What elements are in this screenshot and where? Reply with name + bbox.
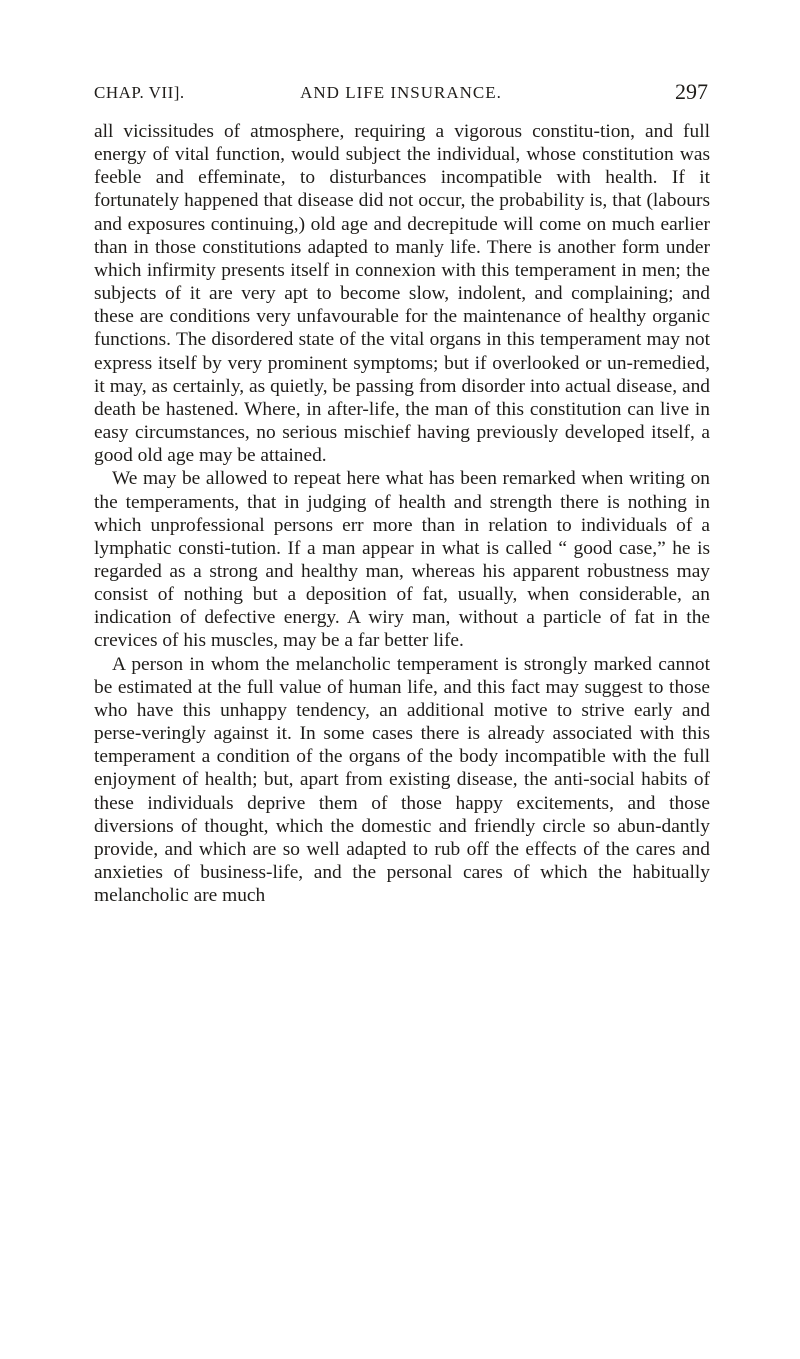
paragraph-3: A person in whom the melancholic temperament is strongly marked cannot be estimated at the full value of human life, and this fact may suggest to those who have this unhappy tendency, an additional motive to strive early and perse-veringly against it. In some cases there is already associated with this temperament a condition of the organs of the body incompatible with the full enjoyment of health; but, apart from existing disease, the anti-social habits of these individuals deprive them of those happy excitements, and those diversions of thought, which the domestic and friendly circle so abun-dantly provide, and which are so well adapted to rub off the effects of the cares and anxieties of business-life, and the personal cares of which the habitually melancholic are much <box>94 653 710 907</box>
body-text <box>94 120 710 907</box>
running-head <box>94 81 708 113</box>
chapter-label: CHAP. VII]. <box>94 83 185 102</box>
running-title: AND LIFE INSURANCE. <box>300 83 502 102</box>
paragraph-1: all vicissitudes of atmosphere, requiring a vigorous constitu-tion, and full energy of vital function, would subject the individual, whose constitution was feeble and effeminate, to disturbances incompatible with health. If it fortunately happened that disease did not occur, the probability is, that (labours and exposures continuing,) old age and decrepitude will come on much earlier than in those constitutions adapted to manly life. There is another form under which infirmity presents itself in connexion with this temperament in men; the subjects of it are very apt to become slow, indolent, and complaining; and these are conditions very unfavourable for the maintenance of healthy organic functions. The disordered state of the vital organs in this temperament may not express itself by very prominent symptoms; but if overlooked or un-remedied, it may, as certainly, as quietly, be passing from disorder into actual disease, and death be hastened. Where, in after-life, the man of this constitution can live in easy circumstances, no serious mischief having previously developed itself, a good old age may be attained. <box>94 121 710 467</box>
page-number: 297 <box>675 79 708 104</box>
paragraph-2: We may be allowed to repeat here what has been remarked when writing on the temperaments, that in judging of health and strength there is nothing in which unprofessional persons err more than in relation to individuals of a lymphatic consti-tution. If a man appear in what is called “ good case,” he is regarded as a strong and healthy man, whereas his apparent robustness may consist of nothing but a deposition of fat, usually, when considerable, an indication of defective energy. A wiry man, without a particle of fat in the crevices of his muscles, may be a far better life. <box>94 468 710 652</box>
